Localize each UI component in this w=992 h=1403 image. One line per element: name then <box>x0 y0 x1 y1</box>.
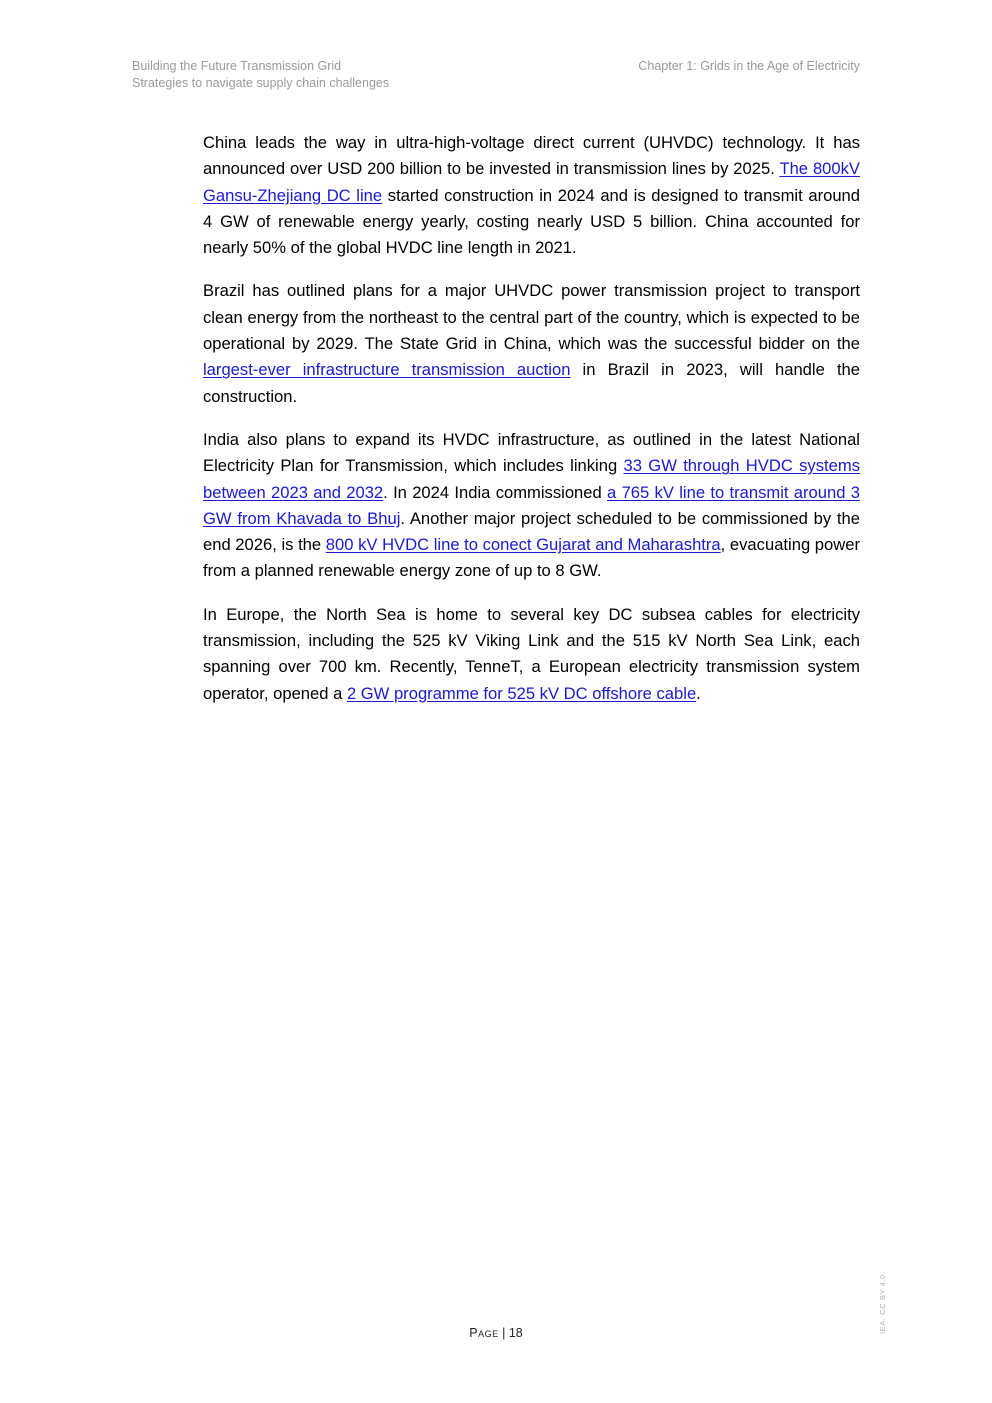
document-subtitle: Strategies to navigate supply chain challenges <box>132 76 390 90</box>
document-title: Building the Future Transmission Grid <box>132 59 342 73</box>
page-separator: | <box>498 1326 509 1340</box>
main-text <box>203 130 860 724</box>
page-number: 18 <box>508 1326 523 1340</box>
running-header-right <box>638 58 860 75</box>
chapter-title: Chapter 1: Grids in the Age of Electricity <box>638 59 860 73</box>
link-transmission-auction[interactable]: largest-ever infrastructure transmission auction <box>203 360 571 380</box>
running-header-left <box>132 58 389 92</box>
link-33gw-hvdc-systems[interactable]: 33 GW through HVDC systems between 2023 and 2032 <box>203 456 860 502</box>
license-watermark: IEA. CC BY 4.0. <box>878 1271 887 1334</box>
paragraph-china: China leads the way in ultra-high-voltage direct current (UHVDC) technology. It has announced over USD 200 billion to be invested in transmission lines by 2025. The 800kV Gansu-Zhejiang DC line started construction in 2024 and is designed to transmit around 4 GW of renewable energy yearly, costing nearly USD 5 billion. China accounted for nearly 50% of the global HVDC line length in 2021. <box>203 133 861 258</box>
page-label: Page <box>469 1326 499 1340</box>
link-800kv-gujarat-maharashtra[interactable]: 800 kV HVDC line to conect Gujarat and Maharashtra <box>325 535 721 555</box>
paragraph-brazil: Brazil has outlined plans for a major UHVDC power transmission project to transport clean energy from the northeast to the central part of the country, which is expected to be operational by 2029. The State Grid in China, which was the successful bidder on the largest-ever infrastructure transmission auction in Brazil in 2023, will handle the construction. <box>203 281 861 406</box>
paragraph-europe: In Europe, the North Sea is home to several key DC subsea cables for electricity transmission, including the 525 kV Viking Link and the 515 kV North Sea Link, each spanning over 700 km. Recently, TenneT, a European electricity transmission system operator, opened a 2 GW programme for 525 kV DC offshore cable. <box>203 604 860 703</box>
link-2gw-offshore-cable-programme[interactable]: 2 GW programme for 525 kV DC offshore cable <box>346 683 697 703</box>
paragraph-india: India also plans to expand its HVDC infrastructure, as outlined in the latest National Electricity Plan for Transmission, which includes linking 33 GW through HVDC systems between 2023 and 2032. In 2024 India commissioned a 765 kV line to transmit around 3 GW from Khavada to Bhuj. Another major project scheduled to be commissioned by the end 2026, is the 800 kV HVDC line to conect Gujarat and Maharashtra, evacuating power from a planned renewable energy zone of up to 8 GW. <box>203 429 860 581</box>
link-765kv-khavada-bhuj[interactable]: a 765 kV line to transmit around 3 GW from Khavada to Bhuj <box>203 482 860 528</box>
page-footer <box>0 1326 992 1340</box>
link-gansu-zhejiang-dc-line[interactable]: The 800kV Gansu-Zhejiang DC line <box>203 159 860 205</box>
